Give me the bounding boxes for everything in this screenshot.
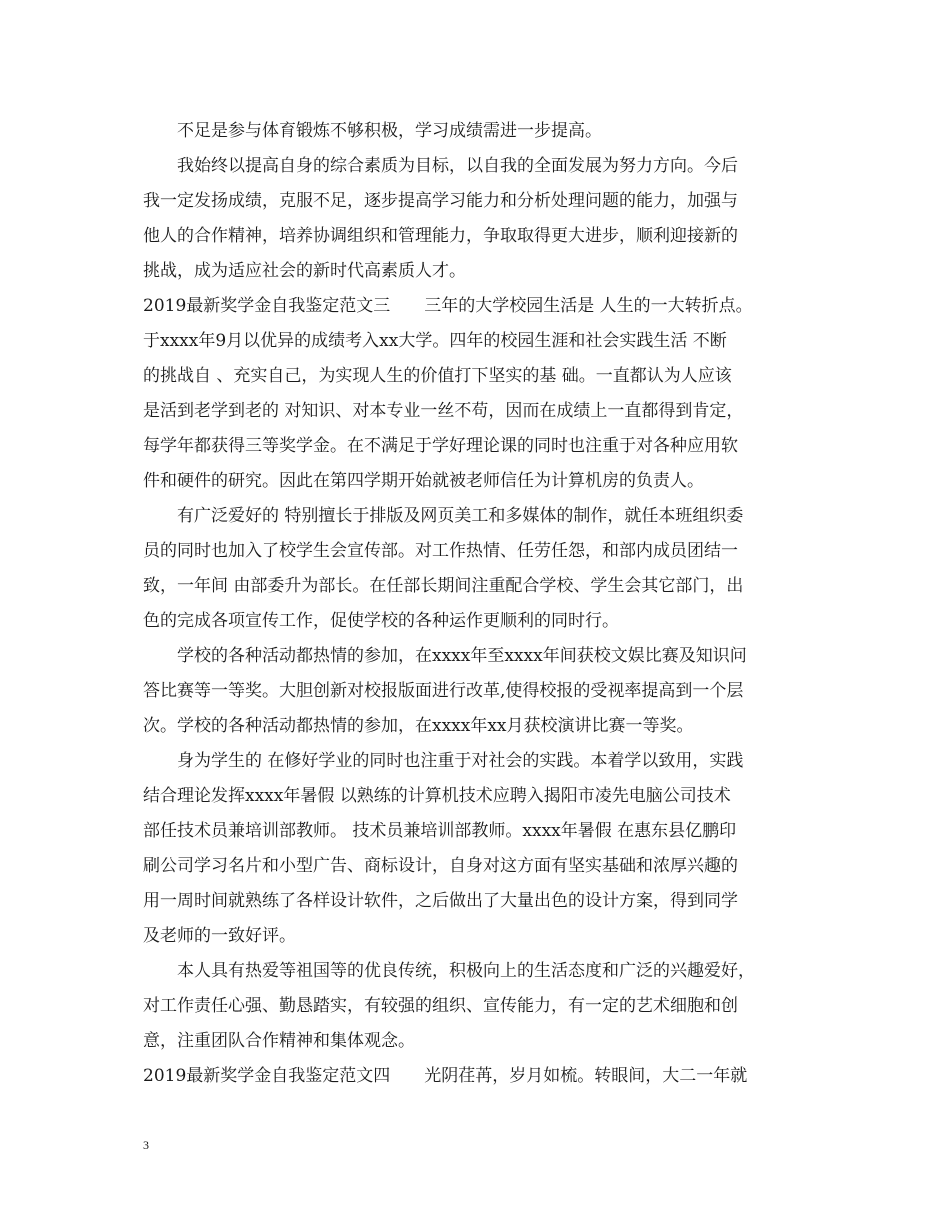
text-line: 他人的合作精神，培养协调组织和管理能力，争取取得更大进步，顺利迎接新的 xyxy=(143,226,738,246)
text-line: 不足是参与体育锻炼不够积极，学习成绩需进一步提高。 xyxy=(177,121,602,141)
text-line: 每学年都获得三等奖学金。在不满足于学好理论课的同时也注重于对各种应用软 xyxy=(143,436,738,456)
text-line: 部任技术员兼培训部教师。 技术员兼培训部教师。xxxx年暑假 在惠东县亿鹏印 xyxy=(143,821,737,841)
text-line: 是活到老学到老的 对知识、对本专业一丝不苟，因而在成绩上一直都得到肯定， xyxy=(143,401,744,421)
text-line: 色的完成各项宣传工作，促使学校的各种运作更顺利的同时行。 xyxy=(143,611,619,631)
text-line: 意，注重团队合作精神和集体观念。 xyxy=(143,1031,415,1051)
text-line: 次。学校的各种活动都热情的参加，在xxxx年xx月获校演讲比赛一等奖。 xyxy=(143,716,694,736)
text-line: 致，一年间 由部委升为部长。在任部长期间注重配合学校、学生会其它部门，出 xyxy=(143,576,744,596)
text-line: 及老师的一致好评。 xyxy=(143,926,296,946)
text-line: 结合理论发挥xxxx年暑假 以熟练的计算机技术应聘入揭阳市凌先电脑公司技术 xyxy=(143,786,731,806)
text-line: 于xxxx年9月以优异的成绩考入xx大学。四年的校园生涯和社会实践生活 不断 xyxy=(143,331,727,351)
text-line: 用一周时间就熟练了各样设计软件，之后做出了大量出色的设计方案，得到同学 xyxy=(143,891,738,911)
text-line: 刷公司学习名片和小型广告、商标设计，自身对这方面有坚实基础和浓厚兴趣的 xyxy=(143,856,738,876)
text-line: 对工作责任心强、勤恳踏实，有较强的组织、宣传能力，有一定的艺术细胞和创 xyxy=(143,996,738,1016)
section-heading-line: 2019最新奖学金自我鉴定范文三 三年的大学校园生活是 人生的一大转折点。 xyxy=(143,296,753,316)
section-heading-line: 2019最新奖学金自我鉴定范文四 光阴荏苒，岁月如梳。转眼间，大二一年就 xyxy=(143,1066,748,1086)
text-line: 有广泛爱好的 特别擅长于排版及网页美工和多媒体的制作，就任本班组织委 xyxy=(177,506,744,526)
text-line: 员的同时也加入了校学生会宣传部。对工作热情、任劳任怨，和部内成员团结一 xyxy=(143,541,738,561)
text-line: 学校的各种活动都热情的参加，在xxxx年至xxxx年间获校文娱比赛及知识问 xyxy=(177,646,747,666)
page-number: 3 xyxy=(143,1138,149,1152)
text-line: 件和硬件的研究。因此在第四学期开始就被老师信任为计算机房的负责人。 xyxy=(143,471,704,491)
text-line: 挑战，成为适应社会的新时代高素质人才。 xyxy=(143,261,466,281)
text-line: 本人具有热爱等祖国等的优良传统，积极向上的生活态度和广泛的兴趣爱好， xyxy=(177,961,755,981)
text-line: 身为学生的 在修好学业的同时也注重于对社会的实践。本着学以致用，实践 xyxy=(177,751,744,771)
text-line: 的挑战自 、充实自己，为实现人生的价值打下坚实的基 础。一直都认为人应该 xyxy=(143,366,732,386)
text-line: 我一定发扬成绩，克服不足，逐步提高学习能力和分析处理问题的能力，加强与 xyxy=(143,191,738,211)
document-body xyxy=(143,114,828,1094)
text-line: 答比赛等一等奖。大胆创新对校报版面进行改革,使得校报的受视率提高到一个层 xyxy=(143,681,744,701)
text-line: 我始终以提高自身的综合素质为目标，以自我的全面发展为努力方向。今后 xyxy=(177,156,738,176)
